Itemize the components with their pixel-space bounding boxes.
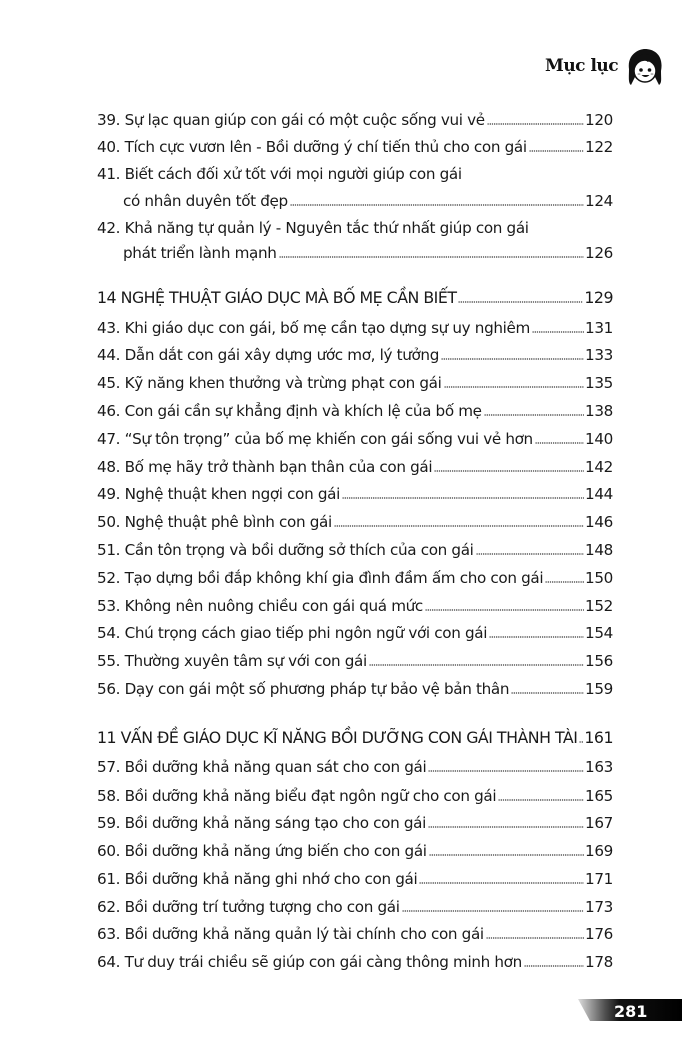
toc-entry [97, 622, 613, 644]
toc-entry-title: 49. Nghệ thuật khen ngợi con gái [97, 485, 340, 503]
dot-leader [476, 553, 585, 555]
toc-entry [97, 344, 613, 366]
dot-leader [511, 692, 584, 694]
toc-entry-page: 171 [585, 870, 613, 888]
toc-entry [97, 951, 613, 973]
toc-entry-page: 150 [585, 569, 613, 587]
dot-leader [290, 204, 584, 206]
toc-entry [97, 595, 613, 617]
toc-entry [97, 539, 613, 561]
toc-entry-title: 44. Dẫn dắt con gái xây dựng ước mơ, lý tưởng [97, 346, 439, 364]
toc-entry [97, 483, 613, 505]
toc-entry-page: 167 [585, 814, 613, 832]
toc-entry-title: 14 NGHỆ THUẬT GIÁO DỤC MÀ BỐ MẸ CẦN BIẾT [97, 288, 457, 307]
dot-leader [498, 799, 584, 801]
toc-entry [97, 428, 613, 450]
toc-entry-page: 142 [585, 458, 613, 476]
toc-entry-page: 135 [585, 374, 613, 392]
toc-entry-page: 140 [585, 430, 613, 448]
toc-entry-title: 64. Tư duy trái chiều sẽ giúp con gái càng thông minh hơn [97, 953, 522, 971]
toc-entry-title: 54. Chú trọng cách giao tiếp phi ngôn ngữ với con gái [97, 624, 488, 642]
toc-entry-title: 56. Dạy con gái một số phương pháp tự bảo vệ bản thân [97, 680, 510, 698]
dot-leader [369, 664, 584, 666]
toc-heading: Mục lục [545, 56, 619, 76]
toc-entry-title: 46. Con gái cần sự khẳng định và khích lệ của bố mẹ [97, 402, 482, 420]
dot-leader [444, 386, 585, 388]
toc-entry [97, 923, 613, 945]
toc-entry-title: 39. Sự lạc quan giúp con gái có một cuộc sống vui vẻ [97, 111, 485, 129]
toc-entry-page: 154 [585, 624, 613, 642]
dot-leader [486, 937, 584, 939]
dot-leader [428, 770, 584, 772]
dot-leader [434, 470, 584, 472]
toc-entry-title: có nhân duyên tốt đẹp [123, 192, 288, 210]
toc-entry-page: 173 [585, 898, 613, 916]
toc-entry-title: 41. Biết cách đối xử tốt với mọi người giúp con gái [97, 165, 462, 183]
dot-leader [545, 581, 584, 583]
toc-entry-title: 11 VẤN ĐỀ GIÁO DỤC KĨ NĂNG BỒI DƯỠNG CON GÁI THÀNH TÀI [97, 728, 578, 747]
dot-leader [524, 965, 584, 967]
toc-entry [97, 217, 613, 239]
dot-leader [425, 609, 584, 611]
toc-entry-title: 55. Thường xuyên tâm sự với con gái [97, 652, 367, 670]
toc-entry-title: 40. Tích cực vươn lên - Bồi dưỡng ý chí tiến thủ cho con gái [97, 138, 527, 156]
toc-entry [97, 868, 613, 890]
toc-section-heading [97, 287, 613, 309]
dot-leader [484, 414, 584, 416]
toc-entry-title: 60. Bồi dưỡng khả năng ứng biến cho con gái [97, 842, 427, 860]
toc-entry-title: 61. Bồi dưỡng khả năng ghi nhớ cho con gái [97, 870, 418, 888]
toc-entry-page: 122 [585, 138, 613, 156]
toc-entry-page: 156 [585, 652, 613, 670]
toc-entry-title: 51. Cần tôn trọng và bồi dưỡng sở thích của con gái [97, 541, 474, 559]
page-number-tab [578, 999, 698, 1023]
toc-entry-title: 45. Kỹ năng khen thưởng và trừng phạt con gái [97, 374, 442, 392]
toc-entry-page: 159 [585, 680, 613, 698]
toc-entry-page: 148 [585, 541, 613, 559]
dot-leader [428, 826, 584, 828]
toc-entry [97, 190, 613, 212]
toc-entry-page: 124 [585, 192, 613, 210]
toc-entry [97, 109, 613, 131]
dot-leader [419, 882, 584, 884]
toc-entry-title: 57. Bồi dưỡng khả năng quan sát cho con gái [97, 758, 427, 776]
toc-entry [97, 317, 613, 339]
toc-entry-page: 138 [585, 402, 613, 420]
girl-face-icon [624, 47, 666, 89]
toc-entry-page: 165 [585, 787, 613, 805]
dot-leader [334, 525, 584, 527]
toc-entry-title: 43. Khi giáo dục con gái, bố mẹ cần tạo dựng sự uy nghiêm [97, 319, 530, 337]
toc-entry [97, 650, 613, 672]
toc-entry-title: 47. “Sự tôn trọng” của bố mẹ khiến con gái sống vui vẻ hơn [97, 430, 533, 448]
toc-entry-title: 58. Bồi dưỡng khả năng biểu đạt ngôn ngữ cho con gái [97, 787, 497, 805]
toc-section-heading [97, 727, 613, 749]
toc-entry-title: 63. Bồi dưỡng khả năng quản lý tài chính cho con gái [97, 925, 484, 943]
toc-entry [97, 372, 613, 394]
dot-leader [529, 150, 584, 152]
dot-leader [532, 331, 584, 333]
toc-entry-page: 152 [585, 597, 613, 615]
toc-entry-page: 146 [585, 513, 613, 531]
toc-entry [97, 812, 613, 834]
toc-entry [97, 456, 613, 478]
toc-entry [97, 163, 613, 185]
dot-leader [441, 358, 584, 360]
toc-entry-page: 169 [585, 842, 613, 860]
dot-leader [279, 256, 585, 258]
toc-entry-title: 48. Bố mẹ hãy trở thành bạn thân của con gái [97, 458, 433, 476]
dot-leader [342, 497, 584, 499]
toc-entry [97, 840, 613, 862]
toc-entry [97, 511, 613, 533]
toc-entry [97, 678, 613, 700]
toc-entry-title: 52. Tạo dựng bồi đắp không khí gia đình đầm ấm cho con gái [97, 569, 544, 587]
dot-leader [579, 741, 583, 743]
dot-leader [402, 910, 584, 912]
toc-entry-page: 161 [584, 728, 613, 747]
toc-entry [97, 756, 613, 778]
toc-entry-title: 50. Nghệ thuật phê bình con gái [97, 513, 332, 531]
toc-entry [97, 136, 613, 158]
toc-entry [97, 896, 613, 918]
toc-entry-title: phát triển lành mạnh [123, 244, 277, 262]
toc-entry-title: 53. Không nên nuông chiều con gái quá mức [97, 597, 423, 615]
toc-entry-page: 126 [585, 244, 613, 262]
toc-entry-page: 133 [585, 346, 613, 364]
page-number: 281 [614, 1002, 648, 1021]
toc-entry-page: 144 [585, 485, 613, 503]
dot-leader [429, 854, 584, 856]
toc-entry-page: 131 [585, 319, 613, 337]
toc-entry-title: 42. Khả năng tự quản lý - Nguyên tắc thứ nhất giúp con gái [97, 219, 529, 237]
toc-entry-title: 62. Bồi dưỡng trí tưởng tượng cho con gái [97, 898, 400, 916]
toc-entry-page: 120 [585, 111, 613, 129]
toc-entry [97, 785, 613, 807]
dot-leader [489, 636, 584, 638]
dot-leader [458, 301, 583, 303]
toc-entry-title: 59. Bồi dưỡng khả năng sáng tạo cho con gái [97, 814, 426, 832]
toc-entry-page: 129 [584, 288, 613, 307]
toc-entry [97, 242, 613, 264]
toc-entry [97, 400, 613, 422]
toc-entry-page: 178 [585, 953, 613, 971]
dot-leader [535, 442, 584, 444]
dot-leader [487, 123, 584, 125]
toc-entry [97, 567, 613, 589]
toc-entry-page: 176 [585, 925, 613, 943]
toc-entry-page: 163 [585, 758, 613, 776]
